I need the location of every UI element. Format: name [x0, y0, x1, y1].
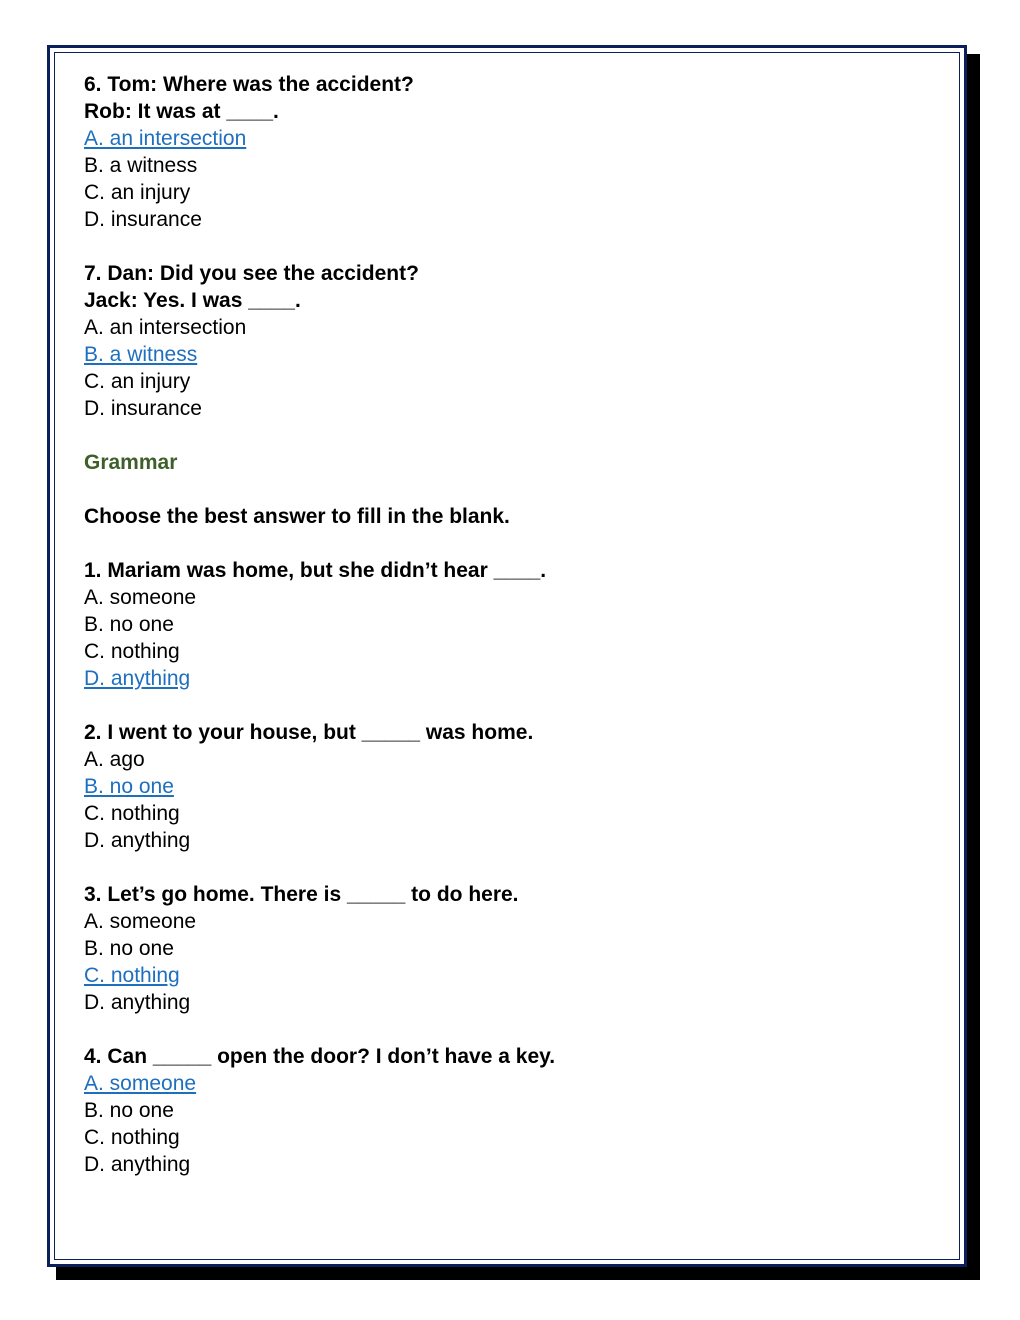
answer-option-correct[interactable]: A. someone: [84, 1072, 197, 1095]
answer-option[interactable]: C. an injury: [84, 181, 191, 204]
grammar-question-2: [84, 719, 944, 854]
grammar-question-3: [84, 881, 944, 1016]
question-prompt: 4. Can _____ open the door? I don’t have a key.: [84, 1045, 556, 1068]
answer-option[interactable]: D. anything: [84, 991, 191, 1014]
answer-option[interactable]: B. no one: [84, 613, 174, 636]
answer-option[interactable]: A. an intersection: [84, 316, 247, 339]
worksheet-content: [84, 71, 944, 1178]
question-prompt: 7. Dan: Did you see the accident?: [84, 262, 419, 285]
section-heading: Grammar: [84, 451, 178, 474]
grammar-question-4: [84, 1043, 944, 1178]
question-prompt: Jack: Yes. I was ____.: [84, 289, 301, 312]
answer-option[interactable]: D. insurance: [84, 397, 202, 420]
question-prompt: 3. Let’s go home. There is _____ to do here.: [84, 883, 519, 906]
answer-option[interactable]: B. no one: [84, 937, 174, 960]
answer-option[interactable]: A. someone: [84, 910, 197, 933]
vocab-question-6: [84, 71, 944, 233]
answer-option[interactable]: A. someone: [84, 586, 197, 609]
answer-option[interactable]: B. no one: [84, 1099, 174, 1122]
answer-option[interactable]: C. an injury: [84, 370, 191, 393]
instruction-text: Choose the best answer to fill in the blank.: [84, 505, 510, 528]
answer-option[interactable]: C. nothing: [84, 640, 180, 663]
answer-option[interactable]: B. a witness: [84, 154, 198, 177]
question-prompt: Rob: It was at ____.: [84, 100, 279, 123]
vocab-question-7: [84, 260, 944, 422]
answer-option[interactable]: C. nothing: [84, 1126, 180, 1149]
answer-option-correct[interactable]: D. anything: [84, 667, 191, 690]
question-prompt: 1. Mariam was home, but she didn’t hear ____.: [84, 559, 547, 582]
answer-option-correct[interactable]: B. no one: [84, 775, 174, 798]
answer-option[interactable]: A. ago: [84, 748, 145, 771]
answer-option[interactable]: D. insurance: [84, 208, 202, 231]
answer-option[interactable]: D. anything: [84, 1153, 191, 1176]
answer-option-correct[interactable]: A. an intersection: [84, 127, 247, 150]
question-prompt: 6. Tom: Where was the accident?: [84, 73, 414, 96]
answer-option-correct[interactable]: B. a witness: [84, 343, 198, 366]
question-prompt: 2. I went to your house, but _____ was home.: [84, 721, 534, 744]
answer-option[interactable]: D. anything: [84, 829, 191, 852]
answer-option-correct[interactable]: C. nothing: [84, 964, 180, 987]
answer-option[interactable]: C. nothing: [84, 802, 180, 825]
grammar-question-1: [84, 557, 944, 692]
